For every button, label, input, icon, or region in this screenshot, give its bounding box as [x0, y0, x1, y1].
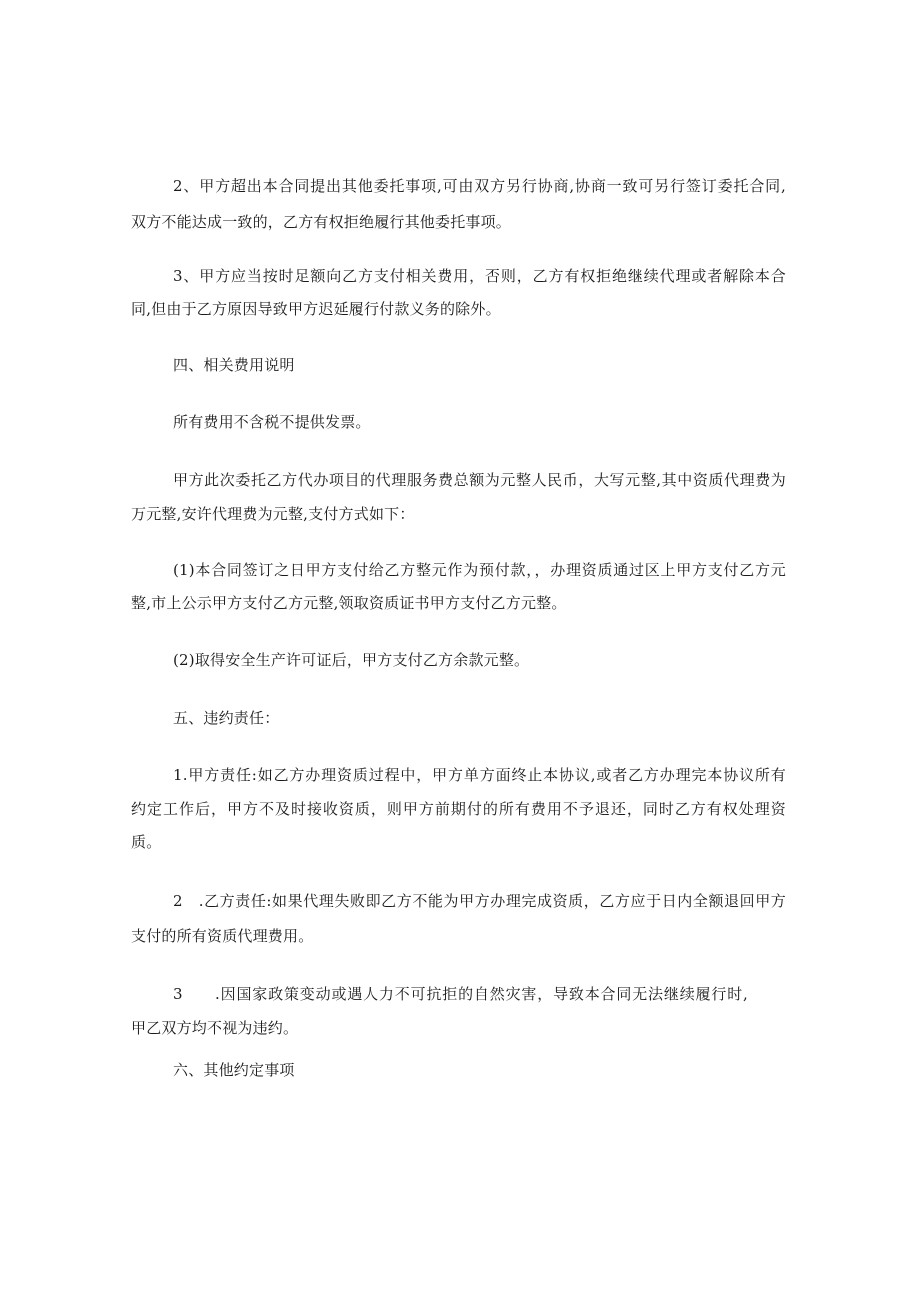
paragraph-payment-2: (2)取得安全生产许可证后，甲方支付乙方余款元整。: [173, 651, 530, 669]
paragraph-line: 3 .因国家政策变动或遇人力不可抗拒的自然灾害，导致本合同无法继续履行时,: [173, 985, 748, 1003]
paragraph-fees-tax: 所有费用不含税不提供发票。: [173, 413, 371, 431]
paragraph-line: 万元整,安许代理费为元整,支付方式如下：: [131, 505, 415, 523]
paragraph-line: 甲乙双方均不视为违约。: [131, 1019, 299, 1037]
paragraph-line: 约定工作后，甲方不及时接收资质，则甲方前期付的所有费用不予退还，同时乙方有权处理资: [131, 800, 786, 818]
paragraph-line: 整,市上公示甲方支付乙方元整,领取资质证书甲方支付乙方元整。: [131, 594, 567, 612]
paragraph-line: 同,但由于乙方原因导致甲方迟延履行付款义务的除外。: [131, 300, 501, 318]
paragraph-line: 支付的所有资质代理费用。: [131, 927, 314, 945]
paragraph-line: 甲方此次委托乙方代办项目的代理服务费总额为元整人民币，大写元整,其中资质代理费为: [173, 471, 786, 489]
paragraph-line: 1.甲方责任:如乙方办理资质过程中，甲方单方面终止本协议,或者乙方办理完本协议所有: [173, 766, 786, 784]
section-heading: 五、违约责任：: [173, 709, 280, 727]
section-heading: 六、其他约定事项: [173, 1061, 295, 1079]
paragraph-line: 3、甲方应当按时足额向乙方支付相关费用，否则，乙方有权拒绝继续代理或者解除本合: [173, 267, 786, 285]
paragraph-line: 质。: [131, 833, 162, 851]
section-heading: 四、相关费用说明: [173, 356, 295, 374]
paragraph-line: 2 .乙方责任:如果代理失败即乙方不能为甲方办理完成资质，乙方应于日内全额退回甲方: [173, 892, 786, 910]
paragraph-line: 双方不能达成一致的，乙方有权拒绝履行其他委托事项。: [131, 213, 512, 231]
paragraph-line: (1)本合同签订之日甲方支付给乙方整元作为预付款，，办理资质通过区上甲方支付乙方元: [173, 561, 786, 579]
paragraph-line: 2、甲方超出本合同提出其他委托事项,可由双方另行协商,协商一致可另行签订委托合同,: [173, 177, 786, 195]
